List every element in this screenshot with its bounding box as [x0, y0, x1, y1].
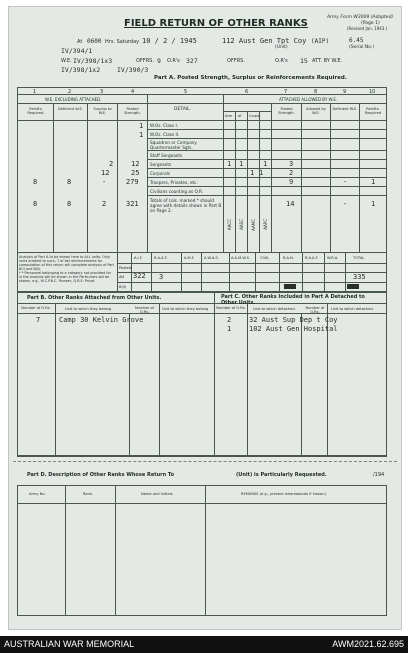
analysis-head: R.A.N. — [283, 256, 294, 260]
redaction-mark — [347, 284, 359, 289]
reinf-value: 8 — [33, 178, 38, 186]
analysis-row-label: B(ii) — [119, 285, 127, 289]
part-b-count: 7 — [36, 316, 41, 324]
aif-count: 322 — [133, 272, 146, 280]
analysis-head: CIVIL — [260, 256, 270, 260]
col-number: 6 — [245, 89, 249, 95]
analysis-head: A.W.A.S. — [204, 256, 219, 260]
at-label: At — [77, 39, 83, 45]
part-c-count: 2 — [227, 316, 232, 324]
hrs-label: Hrs. Saturday — [105, 39, 140, 45]
corps-mark: 1 — [259, 169, 264, 177]
col-number: 1 — [33, 89, 37, 95]
part-d-head-remarks: REMARKS (e.g., present whereabouts if known). — [241, 492, 328, 496]
detail-label: Troopers, Privates, etc. — [150, 180, 198, 185]
part-b-col-unit: Unit to which they belong — [65, 307, 112, 311]
analysis-row-label: Posted — [119, 266, 132, 270]
perforation-line — [13, 461, 397, 462]
part-b-col-number: Number of O.Rs. — [21, 306, 51, 310]
report-time: 0600 — [87, 38, 102, 45]
analysis-head: A.A.M.W.S. — [231, 256, 251, 260]
archive-footer — [0, 636, 408, 653]
part-d-head-rank: Rank. — [83, 492, 94, 496]
ramf-count: 3 — [159, 273, 164, 281]
head-corps: Corps. — [249, 114, 261, 118]
col-number: 5 — [184, 89, 188, 95]
corps-mark: 1 — [250, 169, 255, 177]
detail-label: Sergeants — [150, 162, 172, 167]
part-c-col-unit: Unit to which detached. — [253, 307, 296, 311]
surplus-value: 2 — [109, 160, 114, 168]
posted-value: 1 — [139, 122, 144, 130]
officers-label: OFFRS. — [136, 58, 154, 64]
part-a-title: Part A. Posted Strength, Surplus or Reinforcements Required. — [154, 75, 347, 81]
field-return-document — [8, 6, 402, 630]
part-d-title-2: (Unit) is Particularly Requested. — [236, 472, 327, 478]
detail-heading: DETAIL. — [174, 107, 192, 112]
head-posted: Posted Strength. — [124, 107, 141, 115]
part-d-head-name: Name and Initials. — [141, 492, 174, 496]
head-deficient: Deficient W.E. — [58, 107, 83, 111]
section-we-excluding: W.E. EXCLUDING ATTACHED. — [45, 97, 102, 102]
part-c-col-unit-2: Unit to which detached. — [331, 307, 374, 311]
analysis-total: 335 — [353, 273, 366, 281]
deficient-value: 8 — [67, 178, 72, 186]
head-reinfts-required: Reinfts. Required — [365, 107, 381, 115]
we-label: W.E. — [61, 58, 72, 64]
section-attached: ATTACHED ALLOWED BY W.E. — [279, 97, 338, 102]
page-number: (Page 1) — [361, 21, 380, 26]
attached-label: ATT. BY W.E. — [312, 58, 343, 64]
archive-id: AWM2021.62.695 — [332, 639, 404, 649]
detail-label: W.Os. Class II. — [150, 132, 180, 137]
we-reference-2: IV/398/1x3 — [73, 57, 113, 65]
col-number: 10 — [369, 89, 376, 95]
posted-value: 1 — [139, 131, 144, 139]
corps-code: AAMC — [251, 219, 256, 231]
col-number: 7 — [284, 89, 288, 95]
corps-mark: 1 — [239, 160, 244, 168]
surplus-total: 2 — [102, 200, 107, 208]
head-deficient-we: Deficient W.E. — [332, 107, 358, 111]
head-reinfts: Reinfts. Required. — [27, 107, 45, 115]
part-b-title: Part B. Other Ranks Attached from Other Units. — [27, 295, 162, 301]
analysis-note: Analysis of Part A to be shown here to ALL units. Only units entitled to such, T of bel reinforcements for computation of this return will complete analysis of Part B(i) and B(ii). — [19, 255, 115, 271]
form-reference: Army Form W3009 (Adapted) — [327, 15, 394, 20]
unit-label: (Unit) — [275, 45, 288, 50]
serial-number: 6.45 — [349, 37, 364, 44]
unit-suffix: (AIP) — [311, 38, 330, 45]
corps-code: AASC — [239, 219, 244, 230]
deficient-total: 8 — [67, 200, 72, 208]
head-allowed: Allowed by W.E. — [306, 107, 326, 115]
or-label: O.R's — [167, 58, 180, 64]
part-c-title: Part C. Other Ranks Included in Part A Detached to Other Units. — [221, 294, 365, 306]
head-posted-strength: Posted Strength. — [278, 107, 295, 115]
att-reinf: 1 — [371, 178, 376, 186]
part-b-col-unit-2: Unit to which they belong — [162, 307, 209, 311]
head-arm: Arm — [225, 114, 233, 118]
part-d-title: Part D. Description of Other Ranks Whose Return To — [27, 472, 175, 478]
head-of: of — [238, 114, 242, 118]
col-number: 2 — [68, 89, 72, 95]
att-deficient: - — [343, 178, 348, 186]
posted-total: 321 — [126, 200, 139, 208]
surplus-value: - — [102, 178, 107, 186]
corps-mark: 1 — [227, 160, 232, 168]
analysis-row-label: Att — [119, 275, 125, 279]
part-d-head-army-no: Army No. — [29, 492, 46, 496]
unit-name: 112 Aust Gen Tpt Coy — [222, 37, 307, 45]
col-number: 8 — [314, 89, 318, 95]
corps-code: AAPC — [263, 219, 268, 230]
detail-label: Squadron or Company Quartermaster Sgts. — [150, 140, 197, 150]
detail-label: Civilians counting as O.R. — [150, 189, 204, 194]
analysis-head: A.I.F. — [134, 256, 143, 260]
att-posted: 9 — [289, 178, 294, 186]
serial-label: (Serial No.) — [349, 45, 375, 50]
officers-count: 9 — [157, 57, 161, 65]
analysis-head: R.A.A.F. — [154, 256, 168, 260]
reinf-total: 8 — [33, 200, 38, 208]
part-c-unit: 102 Aust Gen Hospital — [249, 325, 338, 333]
part-b-col-number-2: Number of O.Rs. — [134, 306, 155, 314]
detail-label: Staff Sergeants — [150, 153, 183, 158]
posted-value: 279 — [126, 178, 139, 186]
head-surplus: Surplus to W.E. — [93, 107, 112, 115]
att-posted: 3 — [289, 160, 294, 168]
we-reference-3b: IV/390/3 — [117, 66, 149, 74]
posted-value: 12 — [131, 160, 140, 168]
analysis-head: TOTAL — [353, 256, 365, 260]
col-number: 4 — [131, 89, 135, 95]
or-count: 327 — [186, 57, 198, 65]
att-posted: 2 — [289, 169, 294, 177]
posted-value: 25 — [131, 169, 140, 177]
att-deficient: - — [343, 200, 348, 208]
part-c-count: 1 — [227, 325, 232, 333]
part-c-col-number: Number of O.Rs. — [216, 306, 246, 310]
col-number: 3 — [100, 89, 104, 95]
page-title: FIELD RETURN OF OTHER RANKS — [124, 18, 308, 29]
surplus-value: 12 — [101, 169, 110, 177]
analysis-head: W.R.A. — [327, 256, 339, 260]
analysis-head: A.M.F. — [184, 256, 195, 260]
detail-label: W.Os. Class I. — [150, 123, 179, 128]
part-b-unit: Camp 30 Kelvin Grove — [59, 316, 144, 324]
corps-mark: 1 — [263, 160, 268, 168]
revised-date: (Revised Jan. 1943.) — [347, 26, 388, 31]
part-c-col-number-2: Number of O.Rs. — [305, 306, 325, 314]
or-label-2: O.R's — [275, 58, 288, 64]
redaction-mark — [284, 284, 296, 289]
att-reinf: 1 — [371, 200, 376, 208]
att-posted-total: 14 — [286, 200, 295, 208]
we-reference-1: IV/394/1 — [61, 47, 93, 55]
attached-count: 15 — [300, 57, 308, 65]
analysis-note-2: * * Personnel belonging to a category not provided for in the analysis will be shown in the Particulars will be shown, e.g., M.C.P.B.C. Pioneer, Q.R.E. Privat — [19, 271, 112, 283]
part-c-unit: 32 Aust Sup Dep t Coy — [249, 316, 338, 324]
detail-label: Corporals — [150, 171, 171, 176]
detail-label: Totals of cols. marked * should agree with details shown in Part B on Page 2. — [150, 198, 222, 213]
report-date: 10 / 2 / 1945 — [142, 37, 197, 45]
part-d-date: /194 — [373, 472, 385, 478]
analysis-head: R.A.A.F. — [305, 256, 319, 260]
col-number: 9 — [343, 89, 347, 95]
we-reference-3: IV/398/1x2 — [61, 66, 101, 74]
corps-code: AACC — [227, 219, 232, 231]
officers-label-2: OFFRS. — [227, 58, 245, 64]
archive-name: AUSTRALIAN WAR MEMORIAL — [4, 639, 135, 649]
